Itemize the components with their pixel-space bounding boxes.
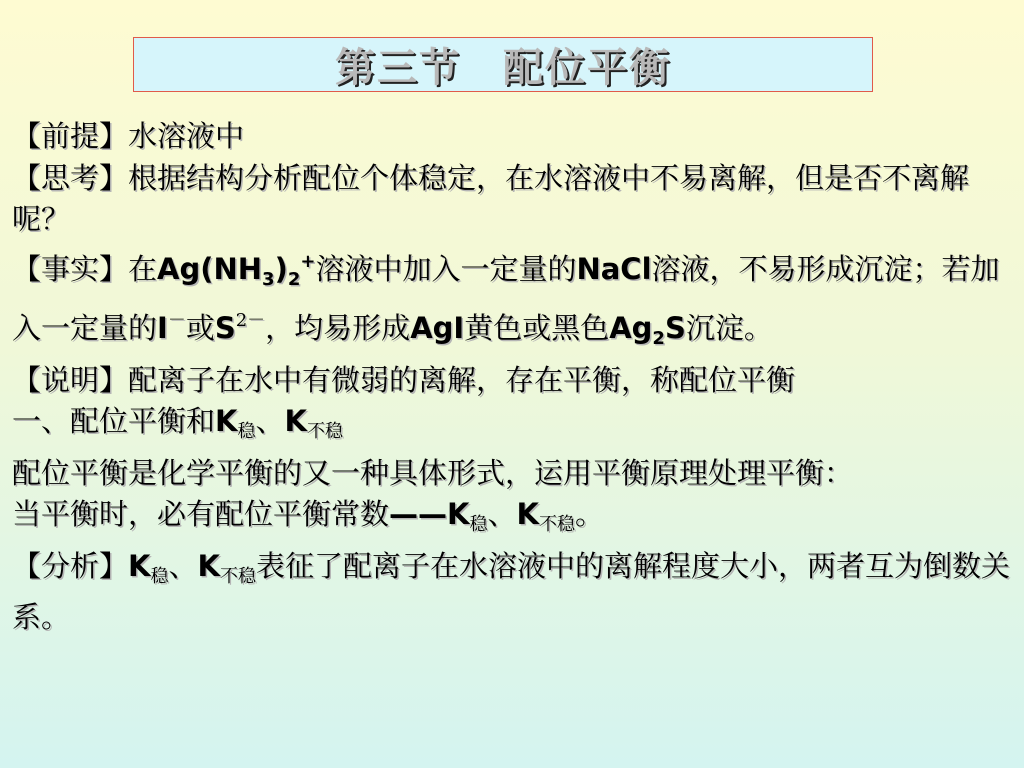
explanation-text: 配离子在水中有微弱的离解，存在平衡，称配位平衡 <box>128 362 796 397</box>
formula-subscript: 3 <box>262 268 275 290</box>
fact-text-6: 黄色或黑色 <box>464 311 610 345</box>
equilibrium-paragraph <box>12 453 1016 495</box>
k-unstable-symbol: K <box>516 497 539 531</box>
k-unstable-subscript: 不稳 <box>539 514 575 535</box>
k-stable-subscript: 稳 <box>469 514 488 535</box>
slide-title: 第三节 配位平衡 <box>335 45 671 91</box>
fact-label: 【事实】 <box>12 251 129 286</box>
formula-part: Ag(NH <box>157 251 263 286</box>
fact-text-5: ，均易形成 <box>265 311 411 345</box>
k-stable-subscript: 稳 <box>150 565 169 587</box>
dash: —— <box>389 497 448 531</box>
separator: 、 <box>168 548 198 583</box>
fact-text-1: 在 <box>128 251 158 286</box>
thinking-label: 【思考】 <box>12 160 129 195</box>
formula-subscript: 2 <box>652 328 665 349</box>
k-stable-subscript: 稳 <box>237 421 256 442</box>
fact-text-4: 或 <box>185 311 215 345</box>
formula-part: Ag <box>609 311 653 345</box>
separator: 、 <box>487 497 517 531</box>
sulfide-charge: 2－ <box>235 310 266 331</box>
premise-text: 水溶液中 <box>128 119 245 153</box>
explanation-label: 【说明】 <box>12 362 129 397</box>
period: 。 <box>575 497 605 531</box>
separator: 、 <box>255 404 285 438</box>
title-box <box>133 37 873 92</box>
k-unstable-subscript: 不稳 <box>307 421 343 442</box>
k-unstable-symbol: K <box>284 404 307 438</box>
fact-text-3: 溶液，不易形成沉淀；若加入一定量的 <box>12 251 1000 345</box>
formula-part: ) <box>274 251 288 286</box>
explanation-paragraph <box>12 360 1016 402</box>
k-stable-symbol: K <box>447 497 470 531</box>
iodide-charge: － <box>167 310 186 331</box>
slide-content <box>12 116 1016 639</box>
k-stable-symbol: K <box>128 548 151 583</box>
thinking-text: 根据结构分析配位个体稳定，在水溶液中不易离解，但是否不离解呢？ <box>12 160 970 236</box>
analysis-text: 表征了配离子在水溶液中的离解程度大小，两者互为倒数关系。 <box>12 548 1011 634</box>
fact-text-7: 沉淀。 <box>685 311 773 345</box>
k-unstable-subscript: 不稳 <box>220 565 256 587</box>
fact-paragraph <box>12 241 1016 360</box>
formula-iodide: I <box>157 311 168 345</box>
thinking-paragraph <box>12 158 1016 241</box>
formula-agi: AgI <box>410 311 465 345</box>
k-stable-symbol: K <box>215 404 238 438</box>
equilibrium-text: 配位平衡是化学平衡的又一种具体形式，运用平衡原理处理平衡： <box>12 455 854 490</box>
formula-part: S <box>664 311 686 345</box>
formula-subscript: 2 <box>287 268 301 290</box>
fact-text-2: 溶液中加入一定量的 <box>315 251 577 286</box>
k-unstable-symbol: K <box>197 548 220 583</box>
constant-paragraph <box>12 494 1016 546</box>
premise-paragraph <box>12 116 1016 158</box>
formula-silver-ammine <box>157 250 316 290</box>
section-heading <box>12 401 1016 453</box>
section-heading-text: 一、配位平衡和 <box>12 404 216 438</box>
formula-charge: + <box>300 250 316 272</box>
formula-nacl: NaCl <box>576 251 652 286</box>
formula-sulfide: S <box>214 311 236 345</box>
constant-text: 当平衡时，必有配位平衡常数 <box>12 497 390 531</box>
analysis-label: 【分析】 <box>12 548 129 583</box>
formula-ag2s <box>609 311 686 349</box>
analysis-paragraph <box>12 546 1016 639</box>
premise-label: 【前提】 <box>12 119 129 153</box>
